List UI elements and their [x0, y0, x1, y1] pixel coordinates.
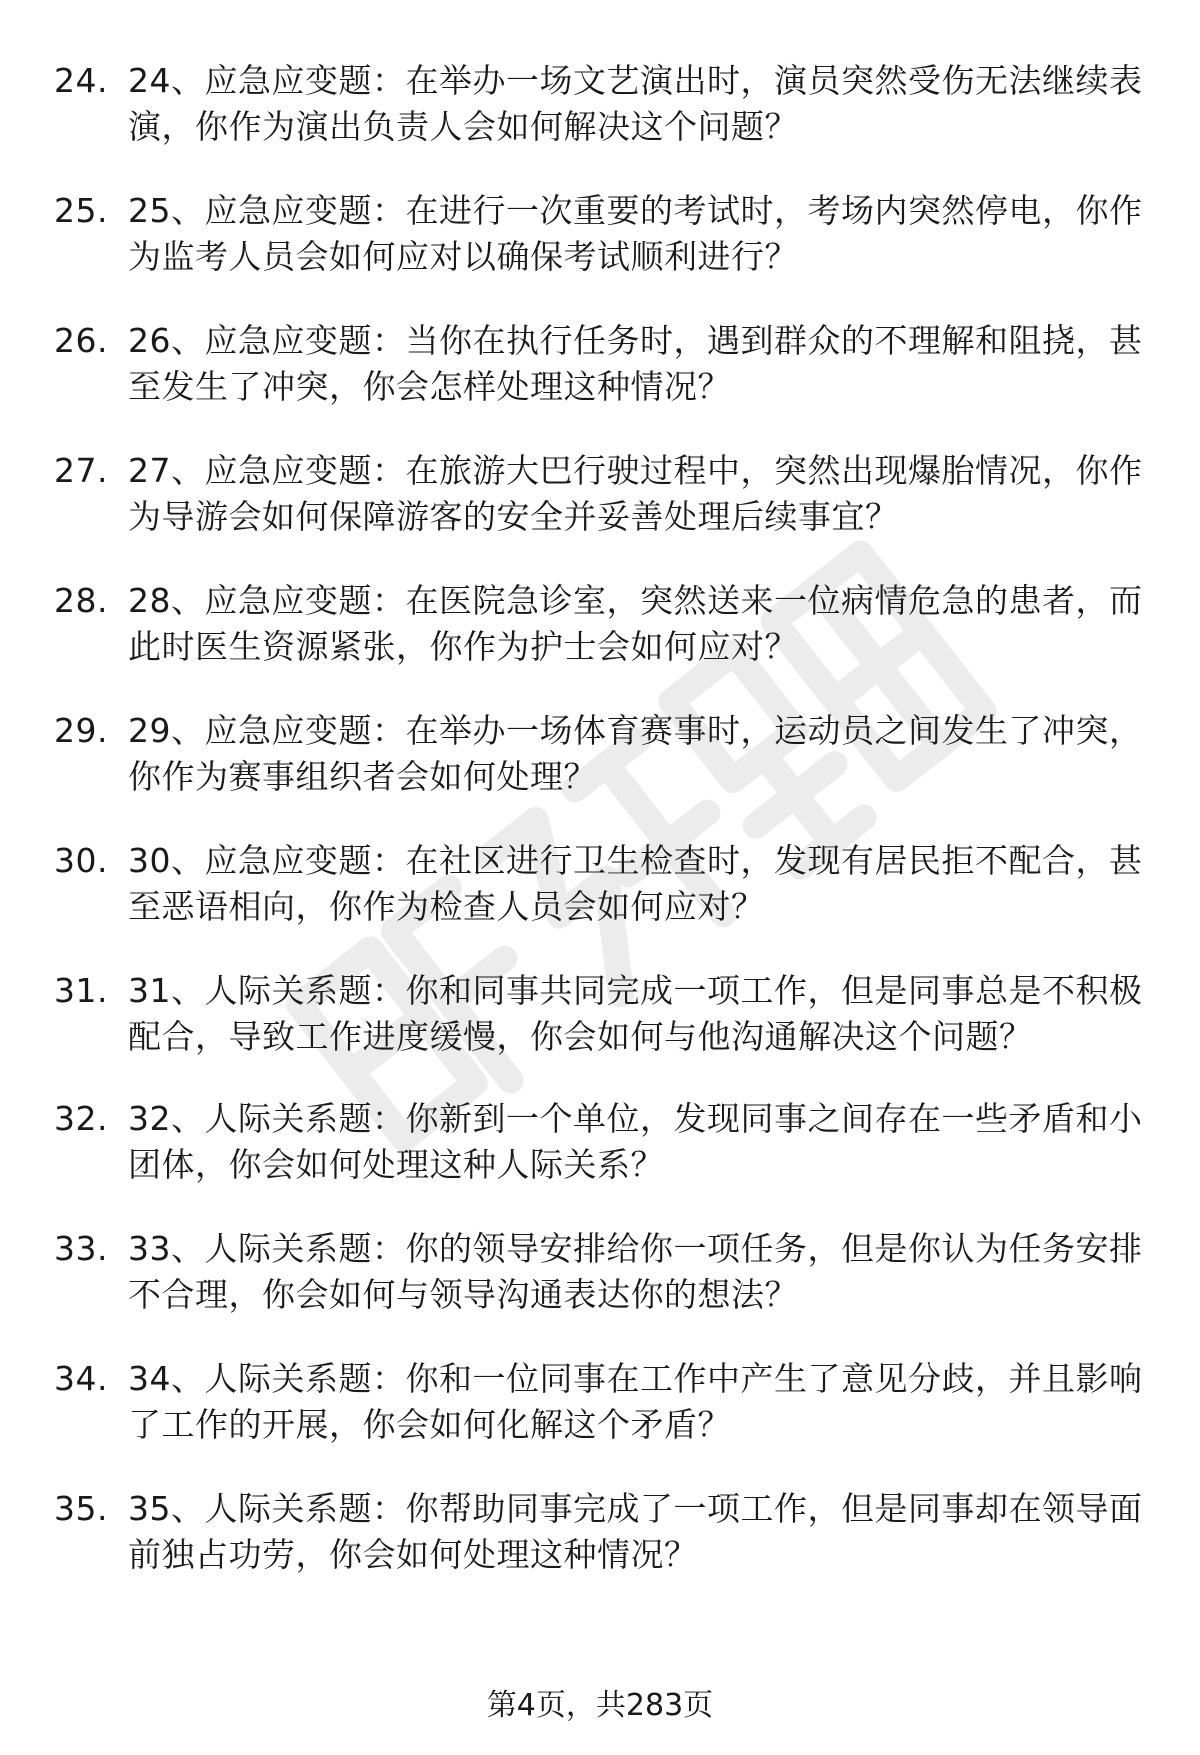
item-number: 25.	[54, 191, 108, 230]
item-text: 35、人际关系题：你帮助同事完成了一项工作，但是同事却在领导面前独占功劳，你会如何处理这种情况？	[128, 1489, 1143, 1574]
item-number: 29.	[54, 711, 108, 750]
item-number: 31.	[54, 971, 108, 1010]
list-item	[0, 838, 1200, 930]
item-text: 27、应急应变题：在旅游大巴行驶过程中，突然出现爆胎情况，你作为导游会如何保障游客的安全并妥善处理后续事宜？	[128, 451, 1143, 536]
list-item	[0, 968, 1200, 1060]
item-number: 35.	[54, 1489, 108, 1528]
item-number: 34.	[54, 1359, 108, 1398]
list-item	[0, 1226, 1200, 1318]
item-number: 33.	[54, 1229, 108, 1268]
item-number: 27.	[54, 451, 108, 490]
page-footer: 第4页，共283页	[486, 1688, 714, 1723]
item-number: 28.	[54, 581, 108, 620]
item-number: 26.	[54, 321, 108, 360]
list-item	[0, 1356, 1200, 1448]
item-text: 32、人际关系题：你新到一个单位，发现同事之间存在一些矛盾和小团体，你会如何处理这种人际关系？	[128, 1099, 1143, 1184]
item-number: 24.	[54, 61, 108, 100]
list-item	[0, 58, 1200, 150]
list-item	[0, 188, 1200, 280]
list-item	[0, 1096, 1200, 1188]
item-number: 30.	[54, 841, 108, 880]
item-text: 25、应急应变题：在进行一次重要的考试时，考场内突然停电，你作为监考人员会如何应对以确保考试顺利进行？	[128, 191, 1143, 276]
question-list	[0, 58, 1200, 1616]
item-text: 29、应急应变题：在举办一场体育赛事时，运动员之间发生了冲突，你作为赛事组织者会如何处理？	[128, 711, 1143, 796]
item-text: 24、应急应变题：在举办一场文艺演出时，演员突然受伤无法继续表演，你作为演出负责人会如何解决这个问题？	[128, 61, 1143, 146]
list-item	[0, 318, 1200, 410]
list-item	[0, 448, 1200, 540]
item-text: 33、人际关系题：你的领导安排给你一项任务，但是你认为任务安排不合理，你会如何与领导沟通表达你的想法？	[128, 1229, 1143, 1314]
item-text: 30、应急应变题：在社区进行卫生检查时，发现有居民拒不配合，甚至恶语相向，你作为检查人员会如何应对？	[128, 841, 1143, 926]
item-text: 34、人际关系题：你和一位同事在工作中产生了意见分歧，并且影响了工作的开展，你会如何化解这个矛盾？	[128, 1359, 1143, 1444]
item-number: 32.	[54, 1099, 108, 1138]
list-item	[0, 708, 1200, 800]
item-text: 26、应急应变题：当你在执行任务时，遇到群众的不理解和阻挠，甚至发生了冲突，你会怎样处理这种情况？	[128, 321, 1143, 406]
list-item	[0, 578, 1200, 670]
item-text: 28、应急应变题：在医院急诊室，突然送来一位病情危急的患者，而此时医生资源紧张，你作为护士会如何应对？	[128, 581, 1143, 666]
item-text: 31、人际关系题：你和同事共同完成一项工作，但是同事总是不积极配合，导致工作进度缓慢，你会如何与他沟通解决这个问题？	[128, 971, 1143, 1056]
list-item	[0, 1486, 1200, 1578]
